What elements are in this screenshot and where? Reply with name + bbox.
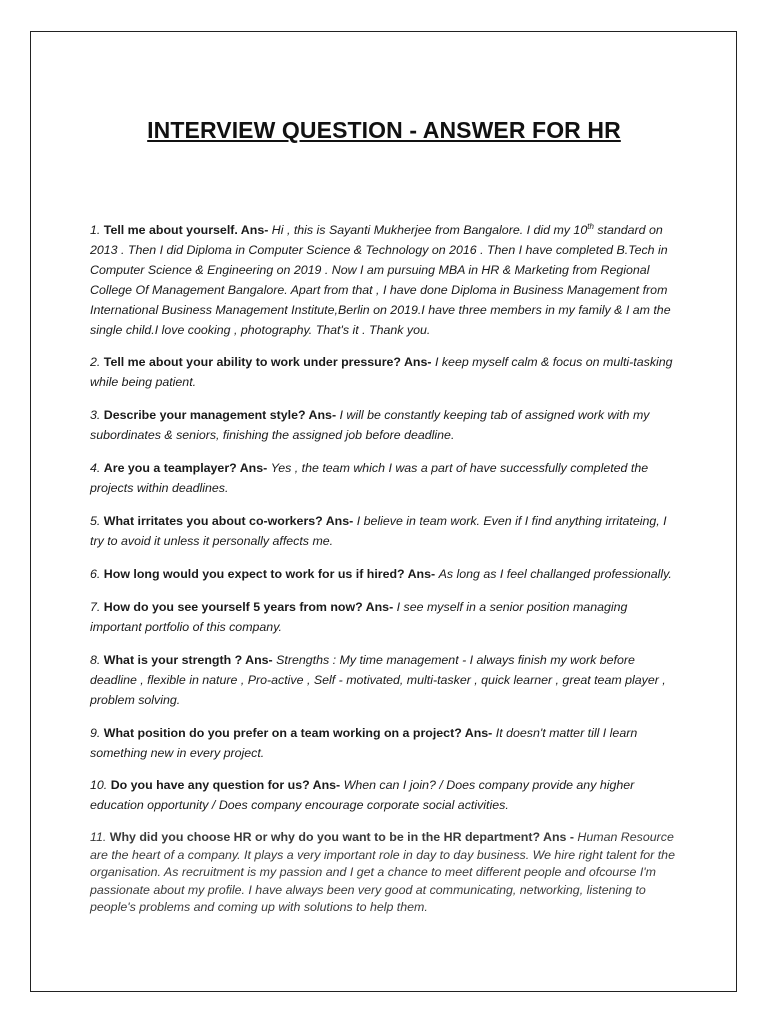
answer-text: I see myself in a senior position managing important portfolio of this company. bbox=[90, 600, 628, 634]
qa-item-10 bbox=[90, 775, 680, 815]
answer-text: I keep myself calm & focus on multi-tasking while being patient. bbox=[90, 355, 673, 389]
answer-text: Strengths : My time management - I always finish my work before deadline , flexible in nature , Pro-active , Self - motivated, multi-tasker , quick learner , great team player , problem solving. bbox=[90, 653, 666, 707]
qa-item-9 bbox=[90, 723, 680, 763]
item-number: 8. bbox=[90, 653, 101, 667]
item-number: 4. bbox=[90, 461, 101, 475]
qa-item-1 bbox=[90, 220, 680, 340]
item-number: 5. bbox=[90, 514, 101, 528]
question-text: What irritates you about co-workers? Ans- bbox=[103, 514, 354, 528]
answer-text: I will be constantly keeping tab of assigned work with my subordinates & seniors, finishing the assigned job before deadline. bbox=[90, 408, 650, 442]
question-text: Tell me about yourself. Ans- bbox=[103, 223, 269, 237]
answer-text: Human Resource are the heart of a company. It plays a very important role in day to day business. We hire right talent for the organisation. As recruitment is my passion and I get a chance to meet different people and ofcourse I'm passionate about my profile. I have always been very good at communicating, networking, listening to people's problems and coming up with solutions to help them. bbox=[90, 830, 675, 914]
question-text: Why did you choose HR or why do you want to be in the HR department? Ans - bbox=[109, 830, 574, 844]
item-number: 10. bbox=[90, 778, 108, 792]
answer-text-continued: standard on 2013 . Then I did Diploma in Computer Science & Technology on 2016 . Then I have completed B.Tech in Computer Science & Engineering on 2019 . Now I am pursuing MBA in HR & Marketing from Regional College Of Management Bangalore. Apart from that , I have done Diploma in Business Management from International Business Management Institute,Berlin on 2019.I have three members in my family & I am the single child.I love cooking , photography. That's it . Thank you. bbox=[90, 223, 671, 337]
question-text: Are you a teamplayer? Ans- bbox=[103, 461, 268, 475]
question-text: Describe your management style? Ans- bbox=[103, 408, 337, 422]
item-number: 9. bbox=[90, 726, 101, 740]
qa-item-8 bbox=[90, 650, 680, 710]
qa-item-7 bbox=[90, 597, 680, 637]
qa-item-5 bbox=[90, 511, 680, 551]
item-number: 7. bbox=[90, 600, 101, 614]
question-text: How do you see yourself 5 years from now? Ans- bbox=[103, 600, 394, 614]
question-text: What position do you prefer on a team working on a project? Ans- bbox=[103, 726, 493, 740]
answer-text: As long as I feel challanged professionally. bbox=[438, 567, 672, 581]
answer-text: Yes , the team which I was a part of have successfully completed the projects within deadlines. bbox=[90, 461, 649, 495]
qa-item-3 bbox=[90, 405, 680, 445]
item-number: 2. bbox=[90, 355, 101, 369]
answer-superscript: th bbox=[587, 221, 594, 231]
item-number: 11. bbox=[90, 830, 107, 844]
item-number: 6. bbox=[90, 567, 101, 581]
question-text: Do you have any question for us? Ans- bbox=[110, 778, 341, 792]
document-title: INTERVIEW QUESTION - ANSWER FOR HR bbox=[147, 117, 621, 143]
qa-item-6 bbox=[90, 564, 680, 584]
qa-item-4 bbox=[90, 458, 680, 498]
answer-text: When can I join? / Does company provide any higher education opportunity / Does company encourage corporate social activities. bbox=[90, 778, 635, 812]
qa-item-11 bbox=[90, 829, 680, 917]
question-text: What is your strength ? Ans- bbox=[103, 653, 273, 667]
item-number: 1. bbox=[90, 223, 101, 237]
answer-text: Hi , this is Sayanti Mukherjee from Bangalore. I did my 10 bbox=[271, 223, 588, 237]
qa-item-2 bbox=[90, 352, 680, 392]
answer-text: It doesn't matter till I learn something new in every project. bbox=[90, 726, 638, 760]
question-text: Tell me about your ability to work under pressure? Ans- bbox=[103, 355, 432, 369]
question-text: How long would you expect to work for us if hired? Ans- bbox=[103, 567, 436, 581]
answer-text: I believe in team work. Even if I find anything irritateing, I try to avoid it unless it personally affects me. bbox=[90, 514, 667, 548]
item-number: 3. bbox=[90, 408, 101, 422]
